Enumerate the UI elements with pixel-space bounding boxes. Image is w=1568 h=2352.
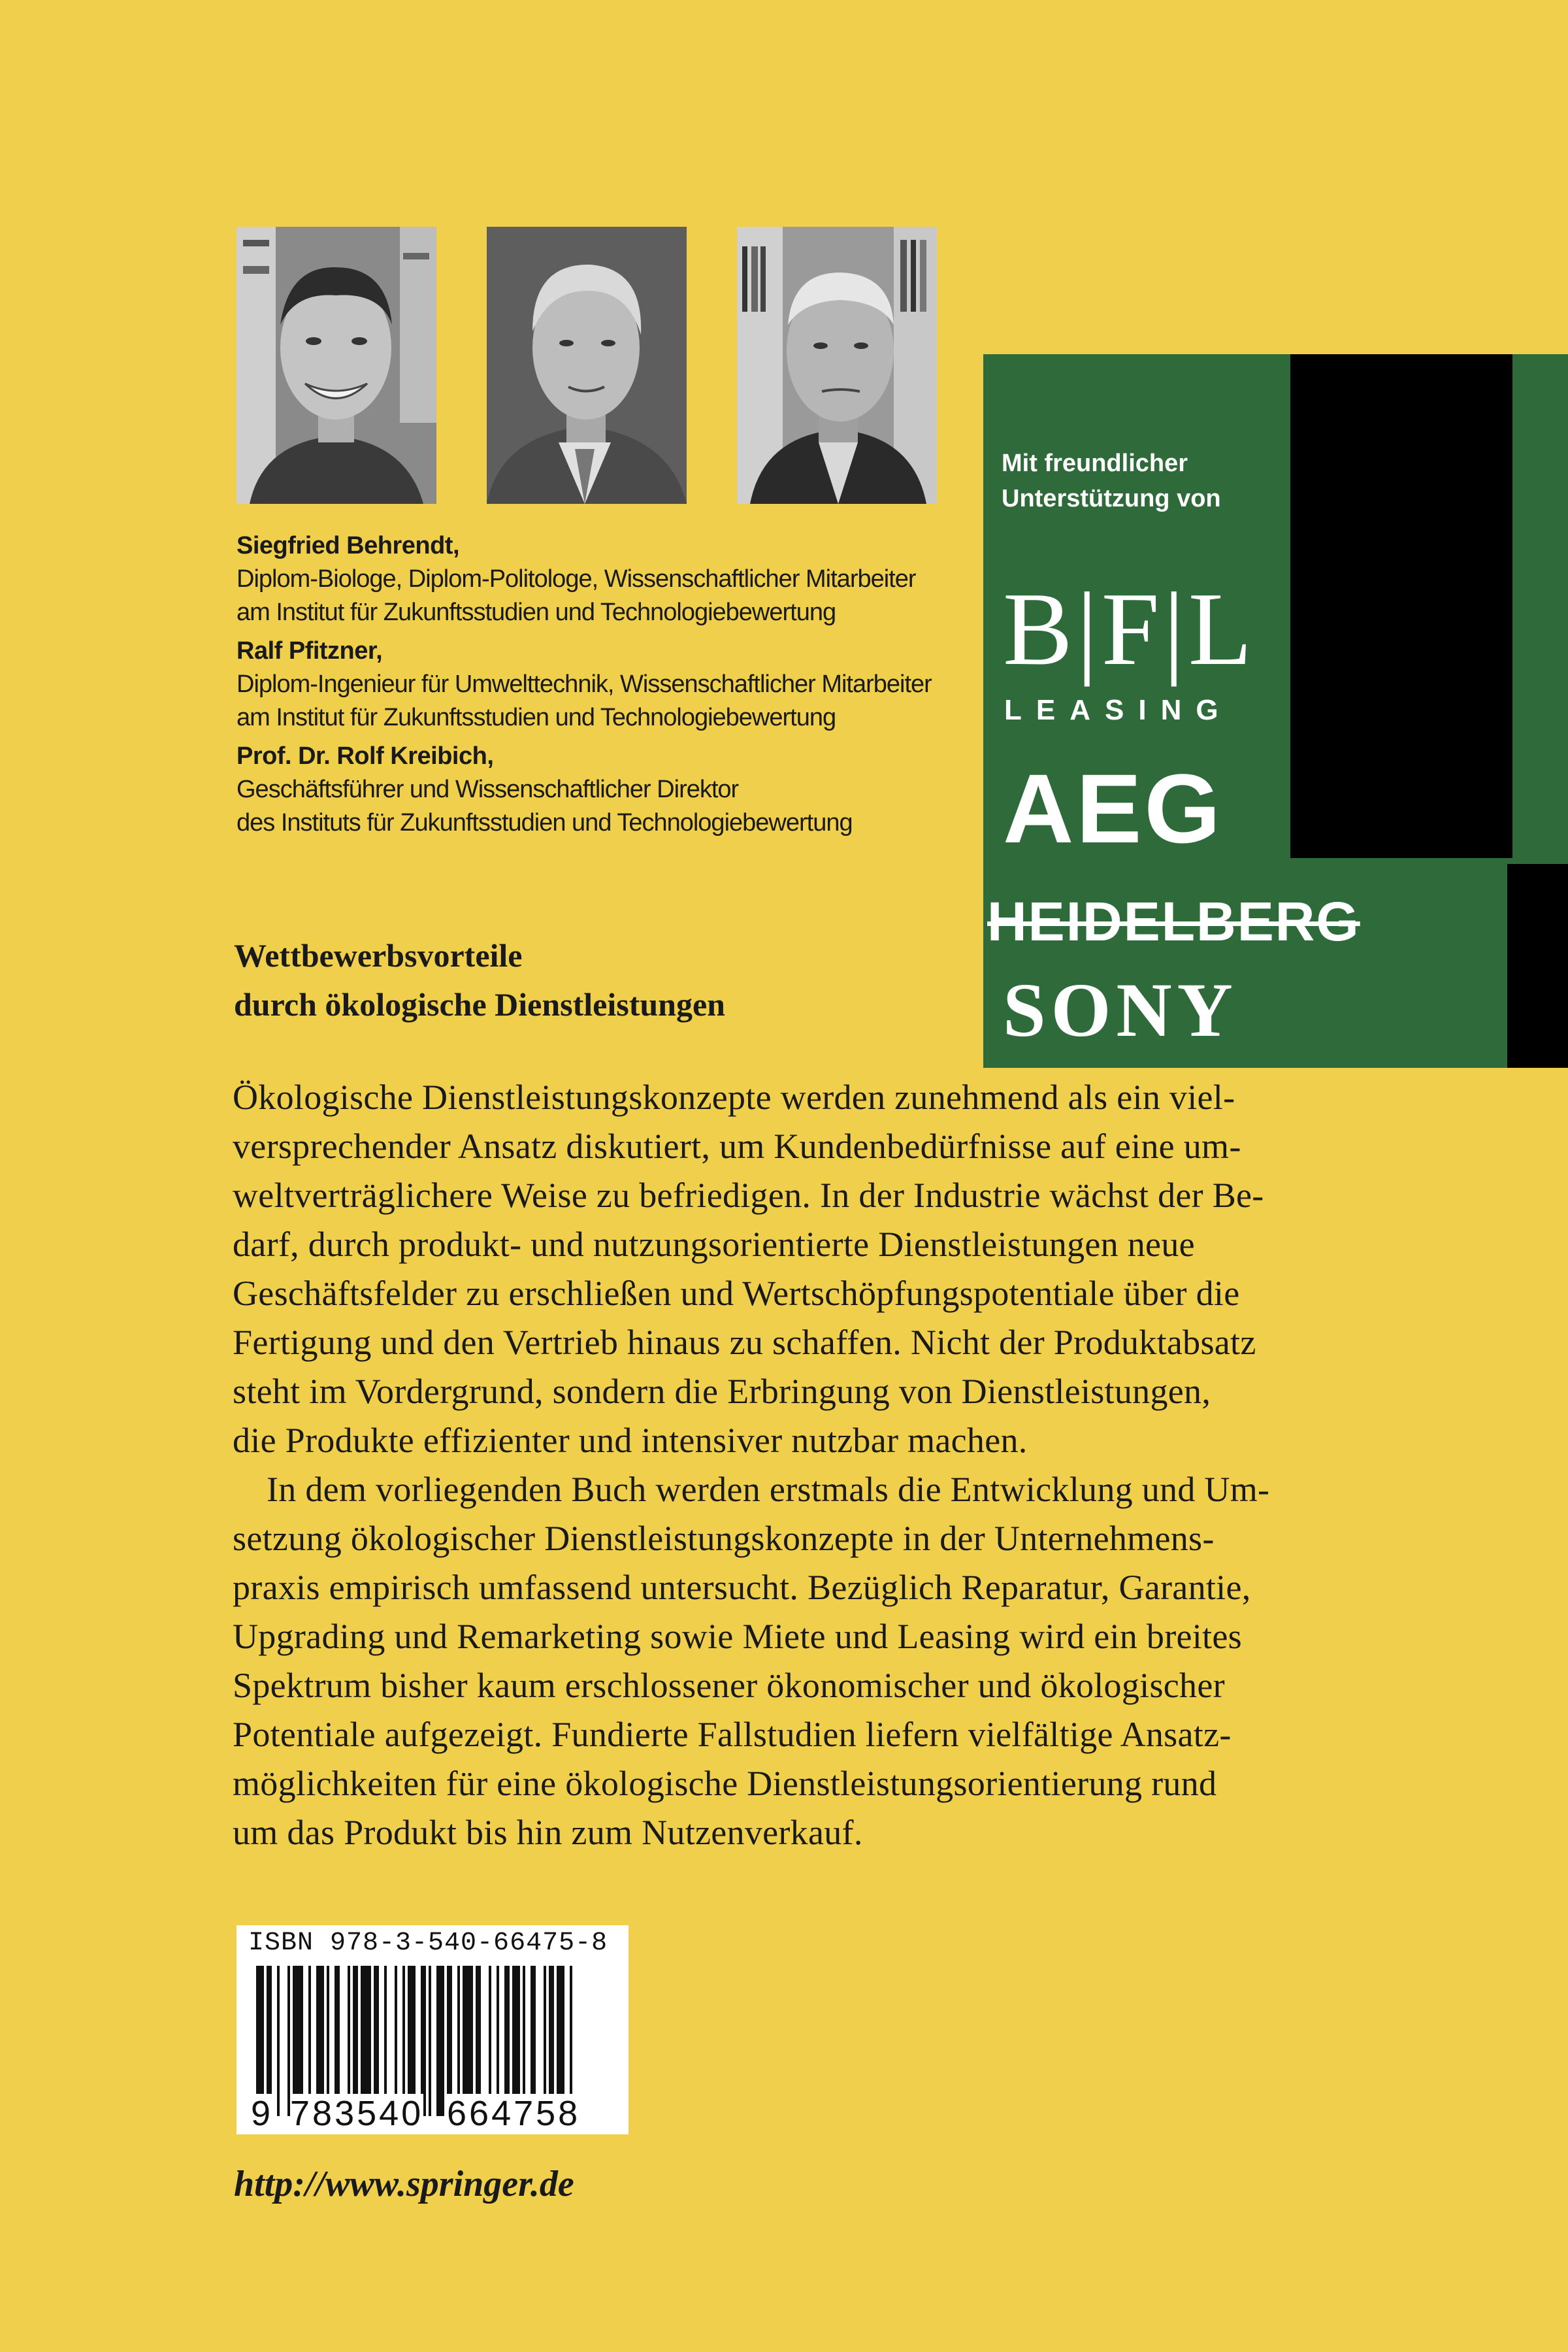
paragraph-line: steht im Vordergrund, sondern die Erbringung von Dienstleistungen, <box>233 1372 1211 1411</box>
paragraph-line: Potentiale aufgezeigt. Fundierte Fallstudien liefern vielfältige Ansatz- <box>233 1715 1232 1754</box>
author-description <box>237 773 988 840</box>
isbn-digit-group: 783540 <box>290 2094 424 2133</box>
author-description-line: Diplom-Ingenieur für Umwelttechnik, Wissenschaftlicher Mitarbeiter <box>237 671 932 698</box>
sponsor-black-block <box>1290 354 1512 858</box>
author-name: Ralf Pfitzner, <box>237 637 383 665</box>
paragraph-line: weltverträglichere Weise zu befriedigen. In der Industrie wächst der Be- <box>233 1176 1264 1215</box>
author-name: Siegfried Behrendt, <box>237 532 459 559</box>
paragraph-line: Geschäftsfelder zu erschließen und Wertschöpfungspotentiale über die <box>233 1274 1240 1313</box>
paragraph-line: Spektrum bisher kaum erschlossener ökonomischer und ökologischer <box>233 1666 1225 1705</box>
paragraph-line: die Produkte effizienter und intensiver nutzbar machen. <box>233 1421 1028 1460</box>
author-description-line: am Institut für Zukunftsstudien und Technologiebewertung <box>237 704 836 731</box>
paragraph-line: setzung ökologischer Dienstleistungskonzepte in der Unternehmens- <box>233 1519 1215 1558</box>
paragraph-line: möglichkeiten für eine ökologische Dienstleistungsorientierung rund <box>233 1764 1217 1803</box>
paragraph-line: darf, durch produkt- und nutzungsorientierte Dienstleistungen neue <box>233 1225 1195 1264</box>
paragraph-line: um das Produkt bis hin zum Nutzenverkauf. <box>233 1813 863 1852</box>
paragraph-line: Ökologische Dienstleistungskonzepte werden zunehmend als ein viel- <box>233 1078 1235 1117</box>
aeg-logo: AEG <box>1003 754 1224 863</box>
isbn-label: ISBN 978-3-540-66475-8 <box>248 1929 608 1958</box>
paragraph-line: versprechender Ansatz diskutiert, um Kundenbedürfnisse auf eine um- <box>233 1127 1241 1166</box>
author-list <box>237 529 988 845</box>
publisher-url[interactable]: http://www.springer.de <box>234 2164 574 2204</box>
bfl-logo: B|F|L <box>1003 571 1256 687</box>
isbn-digit-first: 9 <box>251 2094 274 2133</box>
author-name: Prof. Dr. Rolf Kreibich, <box>237 742 494 770</box>
barcode-bar <box>277 1966 280 2116</box>
author-description-line: Geschäftsführer und Wissenschaftlicher Direktor <box>237 776 739 803</box>
book-title-line: durch ökologische Dienstleistungen <box>234 986 725 1023</box>
sponsor-thanks-line: Unterstützung von <box>1002 485 1221 512</box>
sponsor-thanks-line: Mit freundlicher <box>1002 450 1188 477</box>
isbn-digit-group: 664758 <box>447 2094 581 2133</box>
sponsor-black-block <box>1507 864 1568 1068</box>
author-description <box>237 668 988 735</box>
sony-logo: SONY <box>1003 967 1238 1053</box>
barcode-bar <box>436 1966 444 2116</box>
sponsor-thanks-text <box>1002 446 1221 516</box>
heidelberg-logo: HEIDELBERG <box>987 891 1360 952</box>
author-description <box>237 563 988 629</box>
book-title <box>234 931 725 1029</box>
isbn-barcode-box <box>237 1925 629 2134</box>
sponsor-box <box>983 354 1568 1068</box>
leasing-logo-text: LEASING <box>1004 694 1233 726</box>
author-description-line: des Instituts für Zukunftsstudien und Technologiebewertung <box>237 809 853 836</box>
author-description-line: am Institut für Zukunftsstudien und Technologiebewertung <box>237 599 836 626</box>
barcode-bar <box>429 1966 431 2116</box>
book-title-line: Wettbewerbsvorteile <box>234 937 523 974</box>
book-description <box>233 1073 1396 1857</box>
author-photo-behrendt <box>237 227 436 504</box>
author-description-line: Diplom-Biologe, Diplom-Politologe, Wissenschaftlicher Mitarbeiter <box>237 565 916 593</box>
paragraph-line: In dem vorliegenden Buch werden erstmals die Entwicklung und Um- <box>267 1470 1270 1509</box>
paragraph-line: praxis empirisch umfassend untersucht. Bezüglich Reparatur, Garantie, <box>233 1568 1251 1607</box>
paragraph-line: Upgrading und Remarketing sowie Miete und Leasing wird ein breites <box>233 1617 1242 1656</box>
paragraph-line: Fertigung und den Vertrieb hinaus zu schaffen. Nicht der Produktabsatz <box>233 1323 1256 1362</box>
author-photo-pfitzner <box>487 227 687 504</box>
author-photo-kreibich <box>737 227 937 504</box>
